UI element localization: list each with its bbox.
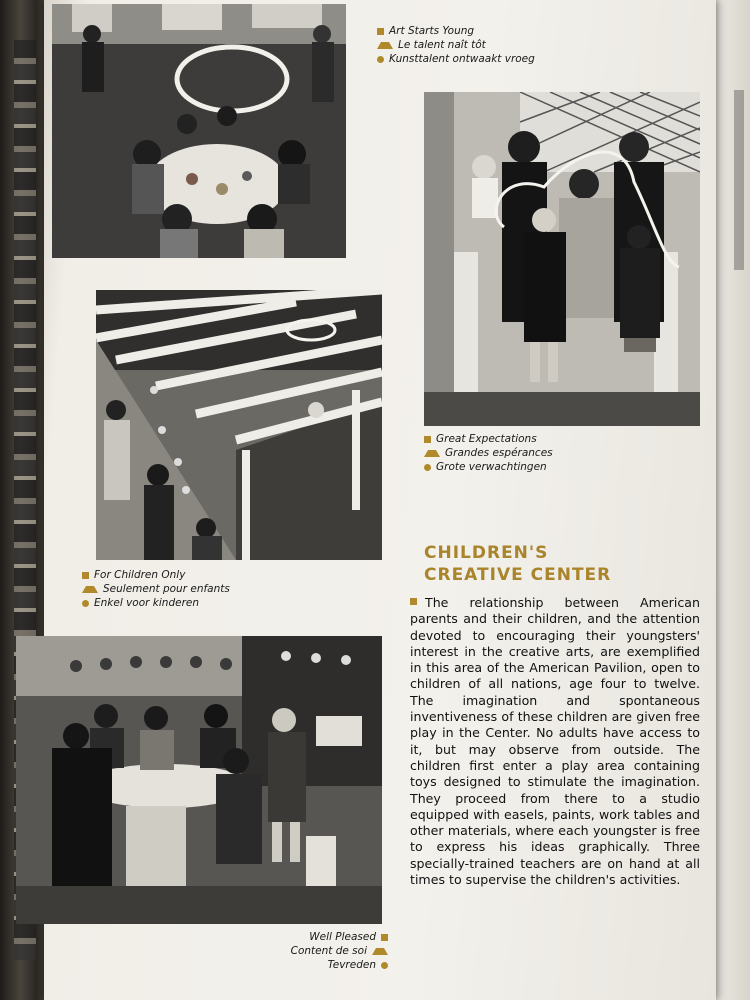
square-marker (377, 28, 384, 35)
article-body (410, 595, 700, 888)
caption-well-pleased (264, 930, 388, 972)
triangle-marker (372, 948, 388, 955)
caption-for-children-only (82, 568, 230, 610)
caption-pleased-nl: Tevreden (327, 959, 376, 971)
article-body-text: The relationship between American parents and their children, and the attention devoted to encouraging their youngsters' interest in the creative arts, are exemplified in this area of the American Pavilion, open to children of all nations, age four to twelve. The imagination and spontaneous inventiveness of these children are given free play in the Center. No adults have access to it, but may observe from outside. The children first enter a play area containing toys designed to stimulate the imagination. They proceed from there to a studio equipped with easels, paints, work tables and other materials, where each youngster is free to express his ideas graphically. Three specially-trained teachers are on hand at all times to supervise the children's activities. (410, 595, 700, 888)
triangle-marker (377, 42, 393, 49)
caption-art-en: Art Starts Young (389, 25, 475, 37)
circle-marker (424, 464, 431, 471)
caption-great-expectations (424, 432, 553, 474)
circle-marker (381, 962, 388, 969)
photo-art-starts-young (52, 4, 346, 258)
photo-for-children-only (96, 290, 382, 560)
photo-great-expectations (424, 92, 700, 426)
caption-expectations-nl: Grote verwachtingen (436, 461, 547, 473)
caption-children-only-en: For Children Only (94, 569, 186, 581)
caption-art-fr: Le talent naît tôt (398, 39, 486, 51)
triangle-marker (424, 450, 440, 457)
article-heading (424, 542, 611, 586)
caption-expectations-en: Great Expectations (436, 433, 537, 445)
photo-well-pleased (16, 636, 382, 924)
paragraph-bullet (410, 598, 417, 605)
caption-children-only-fr: Seulement pour enfants (103, 583, 230, 595)
article-heading-line2: CREATIVE CENTER (424, 565, 612, 585)
square-marker (424, 436, 431, 443)
caption-art-nl: Kunsttalent ontwaakt vroeg (389, 53, 535, 65)
caption-pleased-fr: Content de soi (290, 945, 367, 957)
caption-art-starts-young (377, 24, 535, 66)
magazine-page (44, 0, 716, 1000)
article-heading-line1: CHILDREN'S (424, 543, 549, 563)
caption-children-only-nl: Enkel voor kinderen (94, 597, 200, 609)
caption-expectations-fr: Grandes espérances (445, 447, 553, 459)
square-marker (82, 572, 89, 579)
circle-marker (377, 56, 384, 63)
square-marker (381, 934, 388, 941)
facing-page-mark (734, 90, 744, 270)
caption-pleased-en: Well Pleased (309, 931, 376, 943)
triangle-marker (82, 586, 98, 593)
circle-marker (82, 600, 89, 607)
